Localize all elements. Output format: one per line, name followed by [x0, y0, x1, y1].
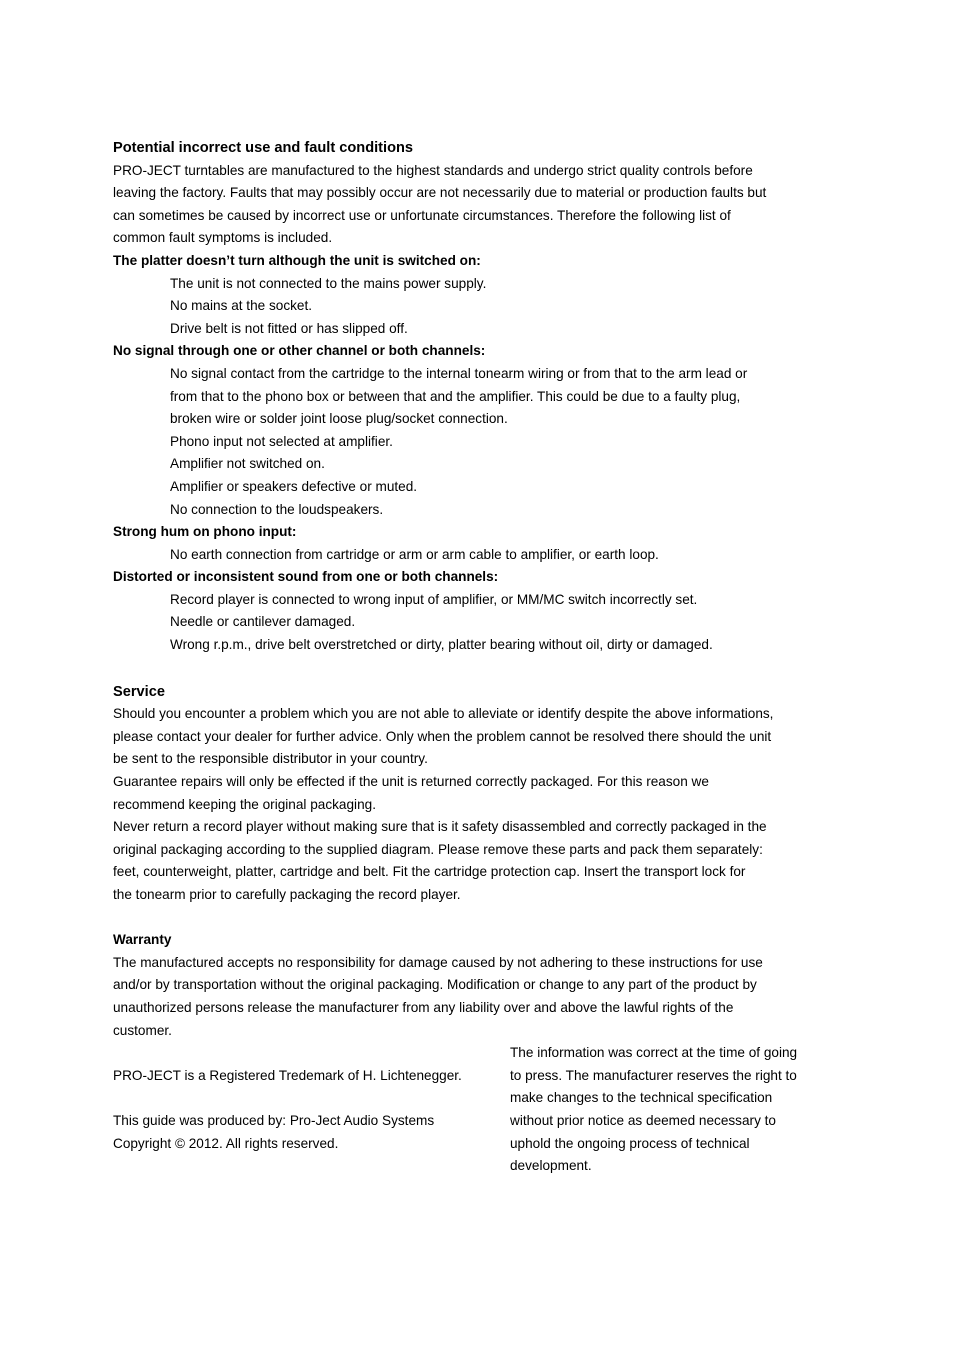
document-page	[113, 137, 843, 1177]
service-line: recommend keeping the original packaging.	[113, 796, 376, 812]
notice-line: without prior notice as deemed necessary to	[510, 1112, 776, 1128]
warranty-line: customer.	[113, 1022, 172, 1038]
warranty-heading: Warranty	[113, 932, 172, 948]
service-line: feet, counterweight, platter, cartridge and belt. Fit the cartridge protection cap. Insert the transport lock for	[113, 864, 746, 880]
fault-item: No earth connection from cartridge or arm or arm cable to amplifier, or earth loop.	[170, 546, 659, 562]
notice-line: development.	[510, 1158, 592, 1174]
fault-item: The unit is not connected to the mains power supply.	[170, 275, 487, 291]
footer-left-column	[113, 1042, 493, 1155]
notice-line: to press. The manufacturer reserves the right to	[510, 1067, 797, 1083]
notice-line: make changes to the technical specification	[510, 1090, 773, 1106]
fault-group-platter	[113, 250, 843, 340]
faults-intro-line: leaving the factory. Faults that may possibly occur are not necessarily due to material or production faults but	[113, 185, 767, 201]
fault-group-heading: Strong hum on phono input:	[113, 524, 297, 540]
service-line: original packaging according to the supplied diagram. Please remove these parts and pack them separately:	[113, 841, 763, 857]
fault-item: from that to the phono box or between that and the amplifier. This could be due to a faulty plug,	[170, 388, 741, 404]
fault-group-heading: The platter doesn’t turn although the unit is switched on:	[113, 252, 481, 268]
fault-group-heading: Distorted or inconsistent sound from one or both channels:	[113, 569, 499, 585]
trademark-text: PRO-JECT is a Registered Tredemark of H. Lichtenegger.	[113, 1067, 462, 1083]
faults-intro-line: PRO-JECT turntables are manufactured to the highest standards and undergo strict quality controls before	[113, 162, 753, 178]
fault-item: Wrong r.p.m., drive belt overstretched or dirty, platter bearing without oil, dirty or damaged.	[170, 637, 713, 653]
produced-by-text: This guide was produced by: Pro-Ject Audio Systems	[113, 1112, 435, 1128]
notice-line: The information was correct at the time of going	[510, 1045, 798, 1061]
warranty-line: and/or by transportation without the original packaging. Modification or change to any part of the product by	[113, 977, 757, 993]
faults-intro-line: can sometimes be caused by incorrect use or unfortunate circumstances. Therefore the following list of	[113, 207, 731, 223]
fault-item: No mains at the socket.	[170, 298, 313, 314]
footer-columns	[113, 1042, 843, 1177]
warranty-line: unauthorized persons release the manufacturer from any liability over and above the lawful rights of the	[113, 999, 734, 1015]
faults-intro-line: common fault symptoms is included.	[113, 230, 333, 246]
warranty-body	[113, 952, 843, 1042]
copyright-text: Copyright © 2012. All rights reserved.	[113, 1135, 339, 1151]
fault-item: Drive belt is not fitted or has slipped off.	[170, 320, 408, 336]
service-line: Should you encounter a problem which you are not able to alleviate or identify despite the above informations,	[113, 706, 774, 722]
service-line: please contact your dealer for further advice. Only when the problem cannot be resolved there should the unit	[113, 728, 772, 744]
service-heading: Service	[113, 683, 165, 700]
fault-item: broken wire or solder joint loose plug/socket connection.	[170, 411, 508, 427]
fault-item: No connection to the loudspeakers.	[170, 501, 384, 517]
fault-item: Needle or cantilever damaged.	[170, 614, 356, 630]
service-line: be sent to the responsible distributor in your country.	[113, 751, 428, 767]
service-body	[113, 703, 843, 906]
fault-item: No signal contact from the cartridge to the internal tonearm wiring or from that to the arm lead or	[170, 365, 748, 381]
service-line: Never return a record player without making sure that is it safety disassembled and correctly packaged in the	[113, 819, 767, 835]
fault-group-heading: No signal through one or other channel or both channels:	[113, 343, 486, 359]
fault-group-hum	[113, 521, 843, 566]
faults-heading: Potential incorrect use and fault conditions	[113, 140, 414, 156]
fault-item: Phono input not selected at amplifier.	[170, 433, 393, 449]
fault-group-no-signal	[113, 340, 843, 521]
footer-right-column	[510, 1042, 840, 1178]
service-line: Guarantee repairs will only be effected if the unit is returned correctly packaged. For this reason we	[113, 774, 709, 790]
faults-intro	[113, 160, 843, 250]
notice-line: uphold the ongoing process of technical	[510, 1135, 750, 1151]
service-line: the tonearm prior to carefully packaging the record player.	[113, 887, 461, 902]
fault-item: Amplifier or speakers defective or muted.	[170, 478, 418, 494]
fault-group-distorted	[113, 566, 843, 656]
fault-item: Amplifier not switched on.	[170, 456, 325, 472]
warranty-line: The manufactured accepts no responsibility for damage caused by not adhering to these instructions for use	[113, 954, 763, 970]
fault-item: Record player is connected to wrong input of amplifier, or MM/MC switch incorrectly set.	[170, 591, 698, 607]
